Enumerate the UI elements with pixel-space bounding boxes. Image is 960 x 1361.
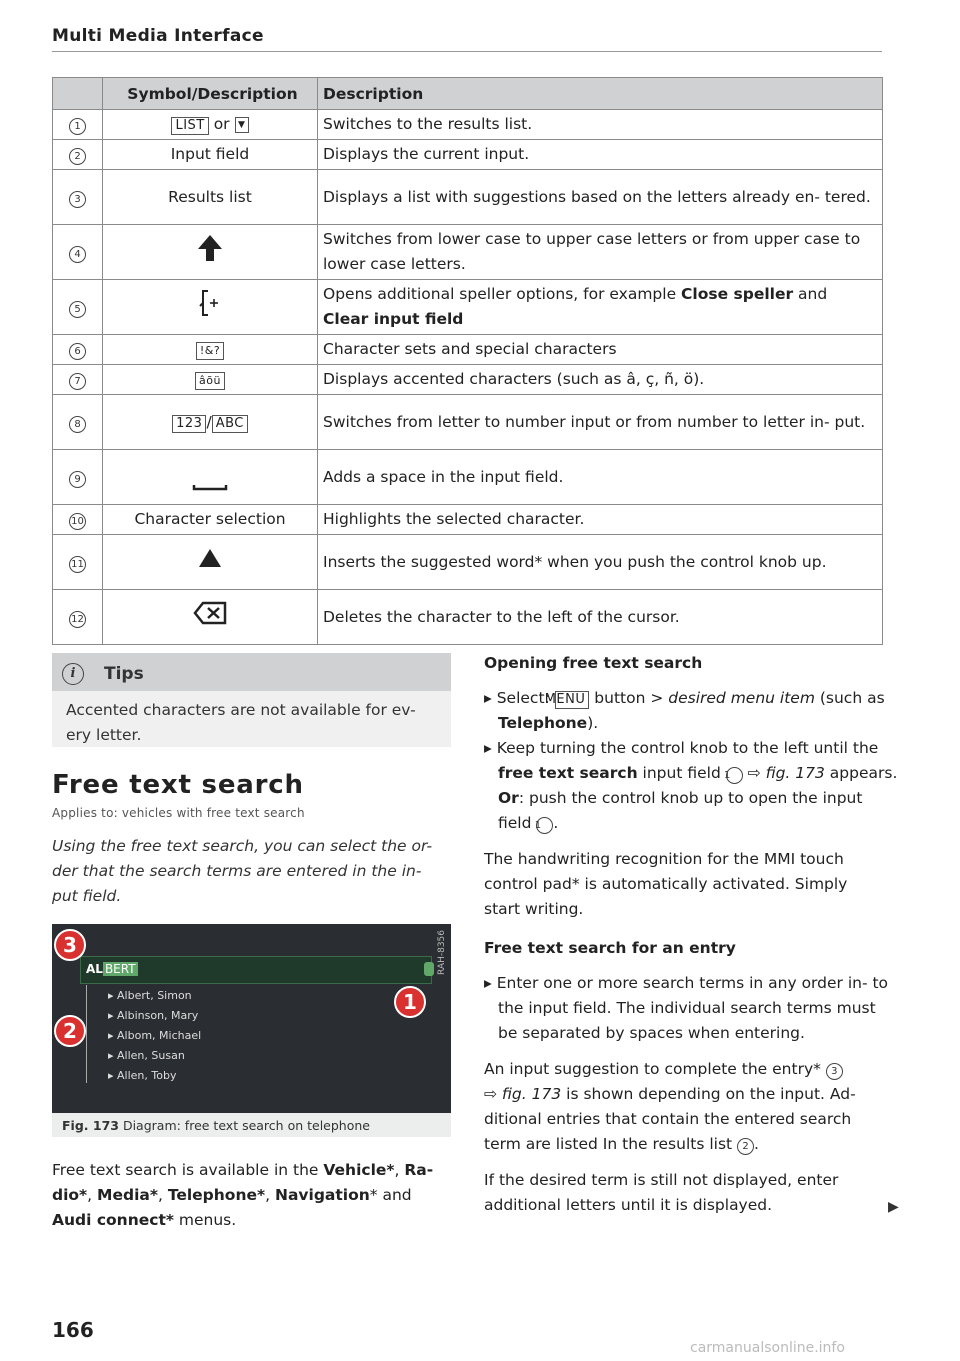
figure-code: RAH-8356 bbox=[437, 930, 447, 975]
row-number: 3 bbox=[69, 191, 86, 208]
bullet-enter-terms: ▸ Enter one or more search terms in any order in- to the input field. The individual search terms must be separated by spaces when entering. bbox=[484, 974, 889, 1042]
backspace-icon bbox=[193, 601, 227, 625]
table-row bbox=[53, 365, 883, 395]
row-description: Highlights the selected character. bbox=[318, 505, 883, 535]
section-header: Multi Media Interface bbox=[52, 26, 264, 46]
row-number: 6 bbox=[69, 343, 86, 360]
row-description: Deletes the character to the left of the cursor. bbox=[318, 590, 883, 645]
list-item: ▸ Allen, Toby bbox=[108, 1069, 177, 1082]
figure-callout-1: 1 bbox=[394, 986, 426, 1018]
row-description: Switches to the results list. bbox=[318, 110, 883, 140]
handwriting-paragraph: The handwriting recognition for the MMI touch control pad* is automatically activated. Simply start writing. bbox=[484, 850, 848, 918]
special-chars-key: !&? bbox=[196, 342, 224, 360]
row-symbol bbox=[103, 110, 318, 140]
section-intro: Using the free text search, you can select the or- der that the search terms are entered in the in- put field. bbox=[52, 837, 433, 905]
row-number: 9 bbox=[69, 471, 86, 488]
row-description: Switches from letter to number input or from number to letter in- put. bbox=[318, 395, 883, 450]
row-symbol: Character selection bbox=[103, 505, 318, 535]
table-row bbox=[53, 450, 883, 505]
bullet-select-menu: ▸ Select: MENU button > desired menu item (such as Telephone). bbox=[484, 689, 885, 732]
availability-paragraph: Free text search is available in the Vehicle*, Ra- dio*, Media*, Telephone*, Navigation* and Audi connect* menus. bbox=[52, 1161, 434, 1229]
figure-callout-3: 3 bbox=[54, 929, 86, 961]
row-number: 4 bbox=[69, 246, 86, 263]
row-number: 10 bbox=[69, 513, 86, 530]
table-header-symbol: Symbol/Description bbox=[103, 78, 318, 110]
row-description: Character sets and special characters bbox=[318, 335, 883, 365]
list-item: ▸ Albert, Simon bbox=[108, 989, 192, 1002]
row-number: 1 bbox=[69, 118, 86, 135]
row-symbol bbox=[103, 365, 318, 395]
row-symbol bbox=[103, 450, 318, 505]
row-number: 7 bbox=[69, 373, 86, 390]
table-header-row bbox=[53, 78, 883, 110]
table-row bbox=[53, 505, 883, 535]
or-text: or bbox=[213, 115, 230, 133]
heading-opening: Opening free text search bbox=[484, 654, 703, 672]
row-symbol: Input field bbox=[103, 140, 318, 170]
table-row bbox=[53, 170, 883, 225]
number-key: 123 bbox=[172, 415, 206, 433]
row-description: Displays accented characters (such as â, ç, ñ, ö). bbox=[318, 365, 883, 395]
shift-arrow-icon bbox=[197, 233, 223, 263]
row-description: Displays the current input. bbox=[318, 140, 883, 170]
row-symbol bbox=[103, 590, 318, 645]
row-symbol bbox=[103, 280, 318, 335]
table-row bbox=[53, 140, 883, 170]
table-row bbox=[53, 590, 883, 645]
tips-text: Accented characters are not available for ev- ery letter. bbox=[66, 701, 416, 744]
table-row bbox=[53, 335, 883, 365]
table-header-number bbox=[53, 78, 103, 110]
list-item: ▸ Allen, Susan bbox=[108, 1049, 185, 1062]
figure-callout-2: 2 bbox=[54, 1015, 86, 1047]
row-symbol bbox=[103, 535, 318, 590]
row-symbol bbox=[103, 335, 318, 365]
figure-speller-icon bbox=[424, 962, 434, 976]
row-number: 2 bbox=[69, 148, 86, 165]
list-item: ▸ Albom, Michael bbox=[108, 1029, 202, 1042]
figure-caption: Fig. 173 Diagram: free text search on telephone bbox=[62, 1118, 370, 1133]
tips-title: Tips bbox=[104, 664, 144, 684]
letter-key: ABC bbox=[212, 415, 248, 433]
row-number: 11 bbox=[69, 556, 86, 573]
heading-entry: Free text search for an entry bbox=[484, 939, 736, 957]
header-divider bbox=[52, 51, 882, 52]
row-number: 12 bbox=[69, 611, 86, 628]
down-arrow-key-icon: ▼ bbox=[235, 117, 249, 133]
table-row bbox=[53, 280, 883, 335]
suggestion-paragraph: An input suggestion to complete the entry* 3 ⇨ fig. 173 is shown depending on the input. Ad- ditional entries that contain the entered search term are listed In the results list 2 . bbox=[484, 1060, 856, 1153]
row-description: Switches from lower case to upper case letters or from upper case to lower case letters. bbox=[318, 225, 883, 280]
table-row bbox=[53, 535, 883, 590]
row-description: Displays a list with suggestions based on the letters already en- tered. bbox=[318, 170, 883, 225]
row-symbol: 123 / ABC bbox=[103, 395, 318, 450]
row-symbol bbox=[103, 225, 318, 280]
table-row bbox=[53, 110, 883, 140]
symbol-table bbox=[52, 77, 883, 645]
applies-to: Applies to: vehicles with free text search bbox=[52, 806, 305, 820]
final-paragraph: If the desired term is still not displayed, enter additional letters until it is displayed. bbox=[484, 1171, 839, 1214]
bullet-turn-knob: ▸ Keep turning the control knob to the left until the free text search input field 1 ⇨ fig. 173 appears. Or: push the control knob up to open the input field 1 . bbox=[484, 739, 898, 832]
table-row bbox=[53, 395, 883, 450]
page-number: 166 bbox=[52, 1318, 94, 1342]
watermark: carmanualsonline.info bbox=[690, 1340, 845, 1356]
list-item: ▸ Albinson, Mary bbox=[108, 1009, 199, 1022]
up-triangle-icon bbox=[198, 548, 222, 568]
accent-chars-key: âõü bbox=[195, 372, 225, 390]
table-header-description: Description bbox=[318, 78, 883, 110]
next-page-arrow-icon: ▶ bbox=[888, 1199, 899, 1215]
figure-input-text: AL BERT bbox=[86, 962, 136, 976]
row-number: 5 bbox=[69, 301, 86, 318]
section-title: Free text search bbox=[52, 770, 304, 800]
row-description: Adds a space in the input field. bbox=[318, 450, 883, 505]
speller-options-icon bbox=[199, 288, 221, 318]
table-row bbox=[53, 225, 883, 280]
row-description: Opens additional speller options, for example Close speller and Clear input field bbox=[318, 280, 883, 335]
row-number: 8 bbox=[69, 416, 86, 433]
row-description: Inserts the suggested word* when you push the control knob up. bbox=[318, 535, 883, 590]
list-key: LIST bbox=[171, 117, 208, 135]
menu-key: MENU bbox=[555, 691, 590, 709]
info-icon: i bbox=[62, 663, 84, 685]
figure-results-list bbox=[90, 986, 290, 1086]
row-symbol: Results list bbox=[103, 170, 318, 225]
space-bar-icon bbox=[190, 453, 230, 493]
